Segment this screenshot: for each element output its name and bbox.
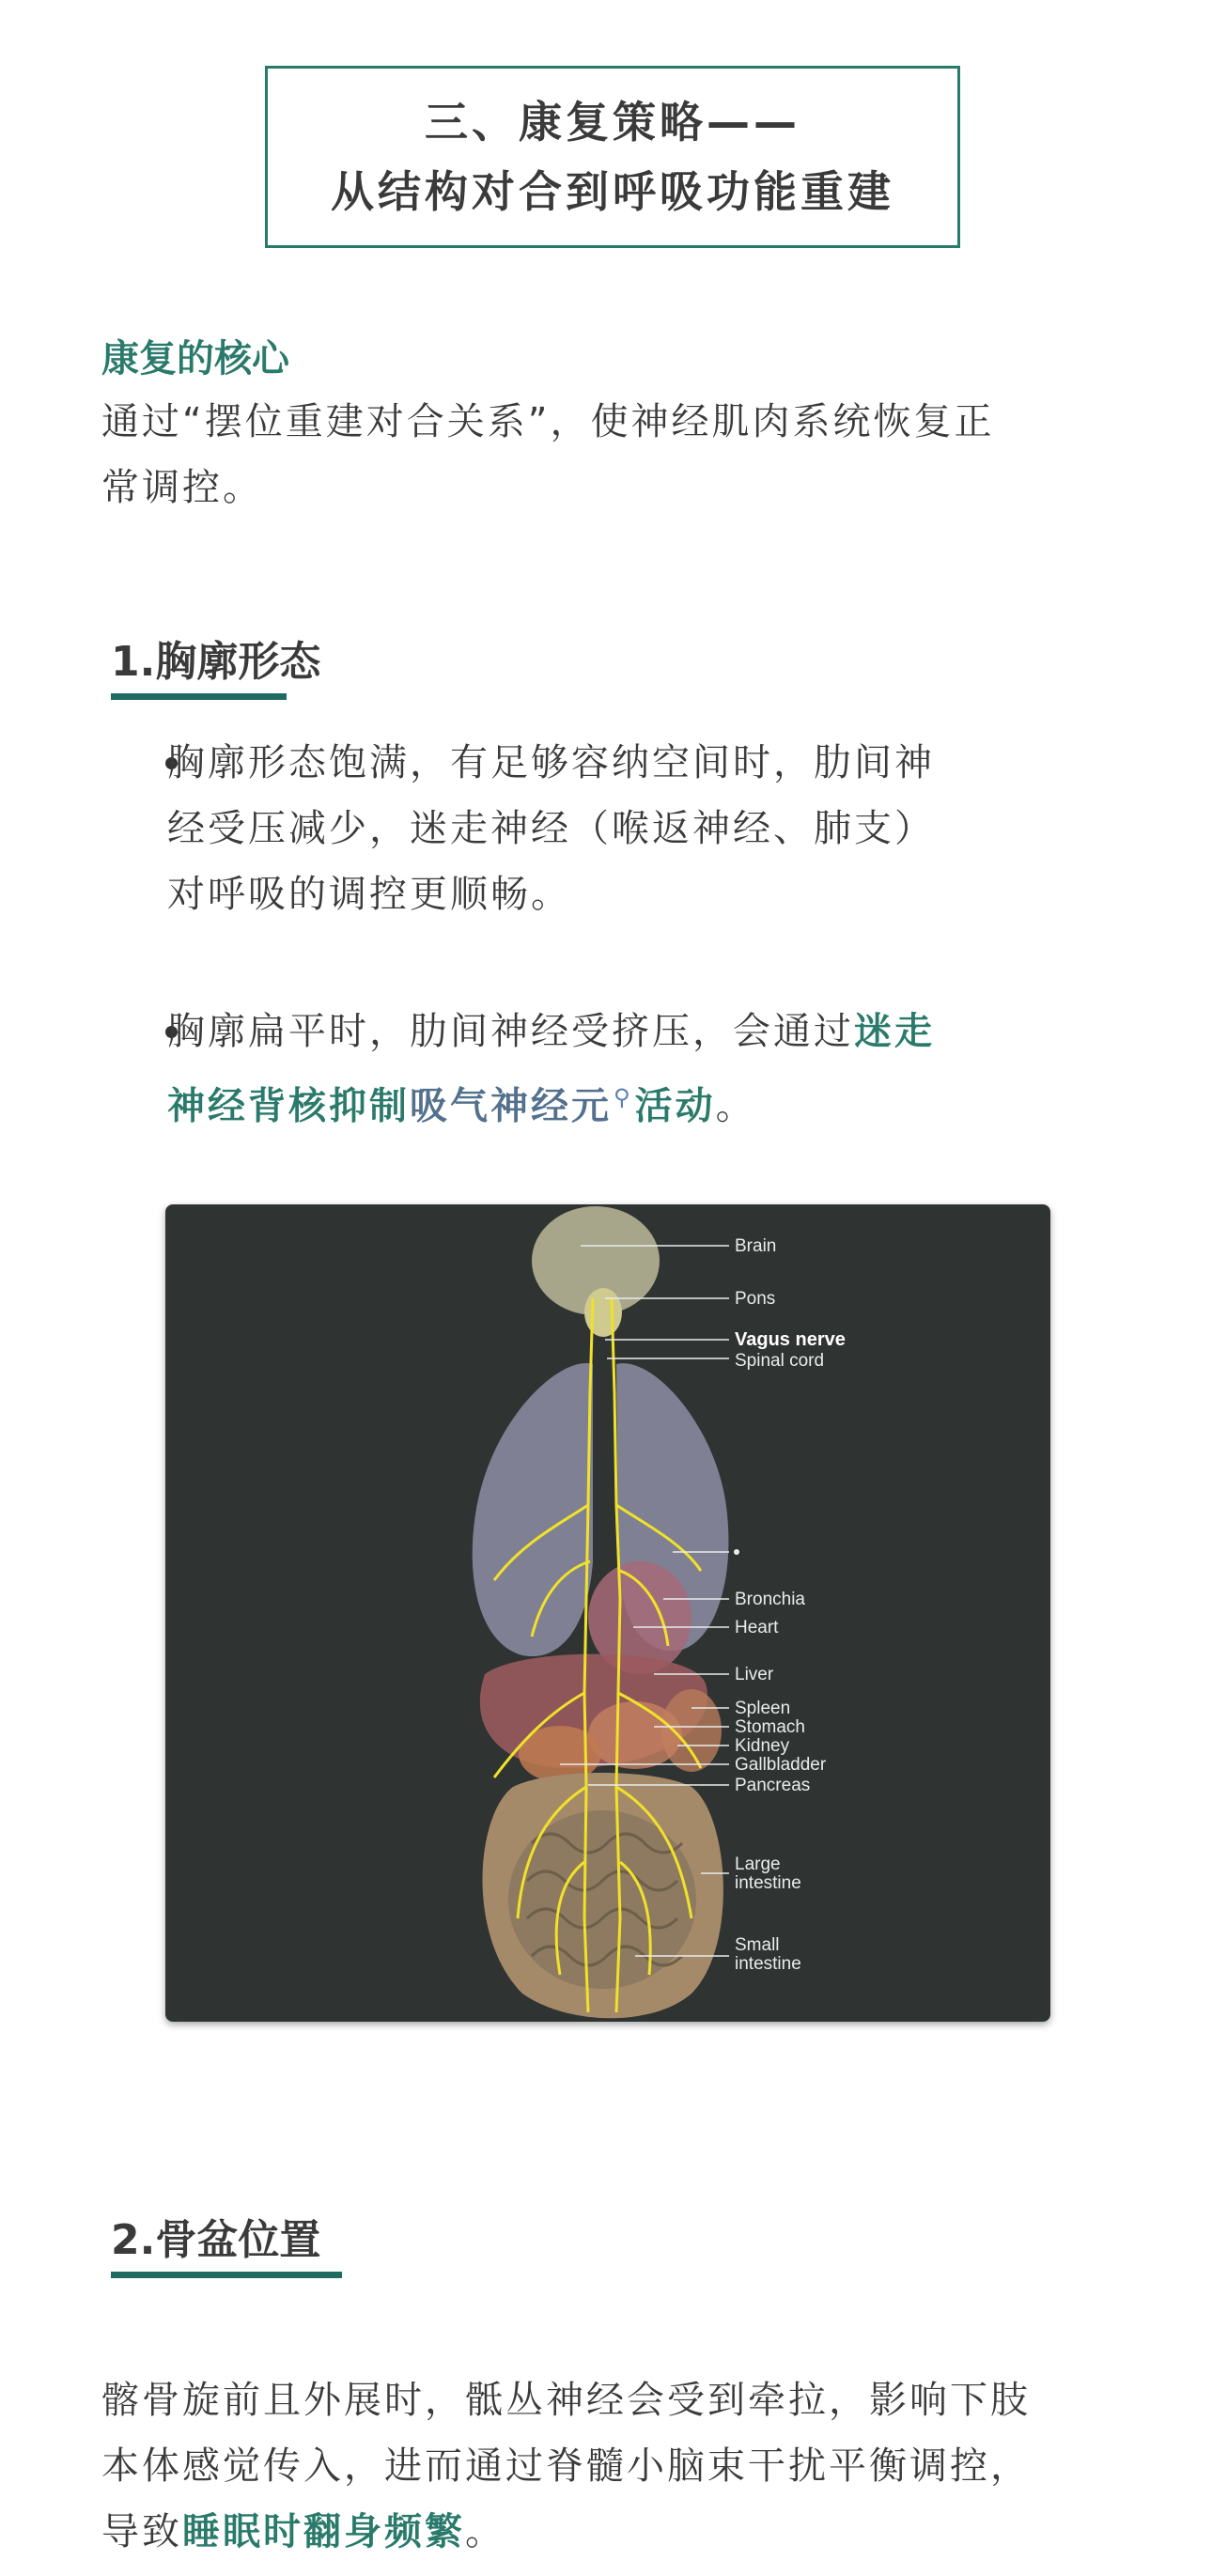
label-small-intestine-2: intestine (735, 1954, 801, 1974)
label-large-intestine-2: intestine (735, 1873, 801, 1893)
section2-paragraph (101, 2367, 1116, 2565)
left-lung-shape (473, 1363, 593, 1656)
section2-line-3-pre: 导致 (101, 2510, 182, 2553)
bullet2-highlight-3: 活动 (634, 1084, 716, 1128)
core-label: 康复的核心 (101, 337, 289, 380)
label-heart: Heart (735, 1618, 779, 1637)
search-icon[interactable]: ⚲ (614, 1084, 633, 1110)
section-title-line-1: 三、康复策略—— (425, 97, 800, 147)
label-kidney: Kidney (735, 1736, 790, 1756)
label-stomach: Stomach (735, 1717, 805, 1737)
organs (473, 1206, 729, 2018)
label-vagus-nerve: Vagus nerve (735, 1329, 846, 1350)
bullet2-search-link[interactable]: 吸气神经元 (410, 1084, 612, 1128)
label-pons: Pons (735, 1289, 776, 1309)
label-brain: Brain (735, 1236, 777, 1256)
label-gallbladder: Gallbladder (735, 1755, 827, 1775)
bullet2-text-pre: 胸廓扁平时，肋间神经受挤压，会通过 (167, 1010, 854, 1053)
bullet2-text-post: 。 (715, 1084, 756, 1128)
section-title-line-2: 从结构对合到呼吸功能重建 (331, 166, 894, 217)
section1-heading: 1.胸廓形态 (111, 638, 321, 686)
section1-heading-underline (111, 693, 287, 700)
stomach-shape (588, 1701, 682, 1769)
section2-heading: 2.骨盆位置 (111, 2216, 321, 2264)
bullet1-line-2: 经受压减少，迷走神经（喉返神经、肺支） (167, 807, 935, 850)
section-title-box (265, 66, 960, 248)
section2-line-2: 本体感觉传入，进而通过脊髓小脑束干扰平衡调控， (101, 2444, 1031, 2488)
label-pancreas: Pancreas (735, 1776, 811, 1795)
anatomy-labels (735, 1236, 846, 1974)
label-small-intestine-1: Small (735, 1935, 780, 1955)
vagus-nerve-anatomy-figure (165, 1204, 1050, 2022)
label-bronchia: Bronchia (735, 1590, 805, 1609)
bullet2-highlight-1: 迷走 (854, 1010, 935, 1053)
bullet2-highlight-2: 神经背核抑制 (167, 1084, 410, 1128)
section2-line-1: 髂骨旋前且外展时，骶丛神经会受到牵拉，影响下肢 (101, 2379, 1031, 2422)
core-paragraph (101, 389, 1116, 520)
unlabeled-marker (734, 1549, 739, 1555)
label-large-intestine-1: Large (735, 1854, 781, 1874)
core-line-1: 通过“摆位重建对合关系”，使神经肌肉系统恢复正 (101, 400, 995, 443)
label-spinal-cord: Spinal cord (735, 1351, 825, 1371)
section1-bullet-1 (167, 730, 1116, 927)
pons-shape (584, 1288, 622, 1337)
section2-heading-underline (111, 2272, 342, 2278)
label-spleen: Spleen (735, 1699, 791, 1718)
section2-line-3-post: 。 (465, 2510, 505, 2553)
bullet1-line-1: 胸廓形态饱满，有足够容纳空间时，肋间神 (167, 741, 935, 784)
core-line-2: 常调控。 (101, 466, 263, 509)
section1-bullet-2 (167, 999, 1116, 1139)
section2-highlight: 睡眠时翻身频繁 (182, 2510, 465, 2553)
label-liver: Liver (735, 1665, 774, 1684)
bullet1-line-3: 对呼吸的调控更顺畅。 (167, 873, 571, 916)
anatomy-illustration (165, 1204, 1050, 2022)
section2-line-3 (101, 2499, 1116, 2565)
small-intestine-shape (508, 1810, 696, 1989)
